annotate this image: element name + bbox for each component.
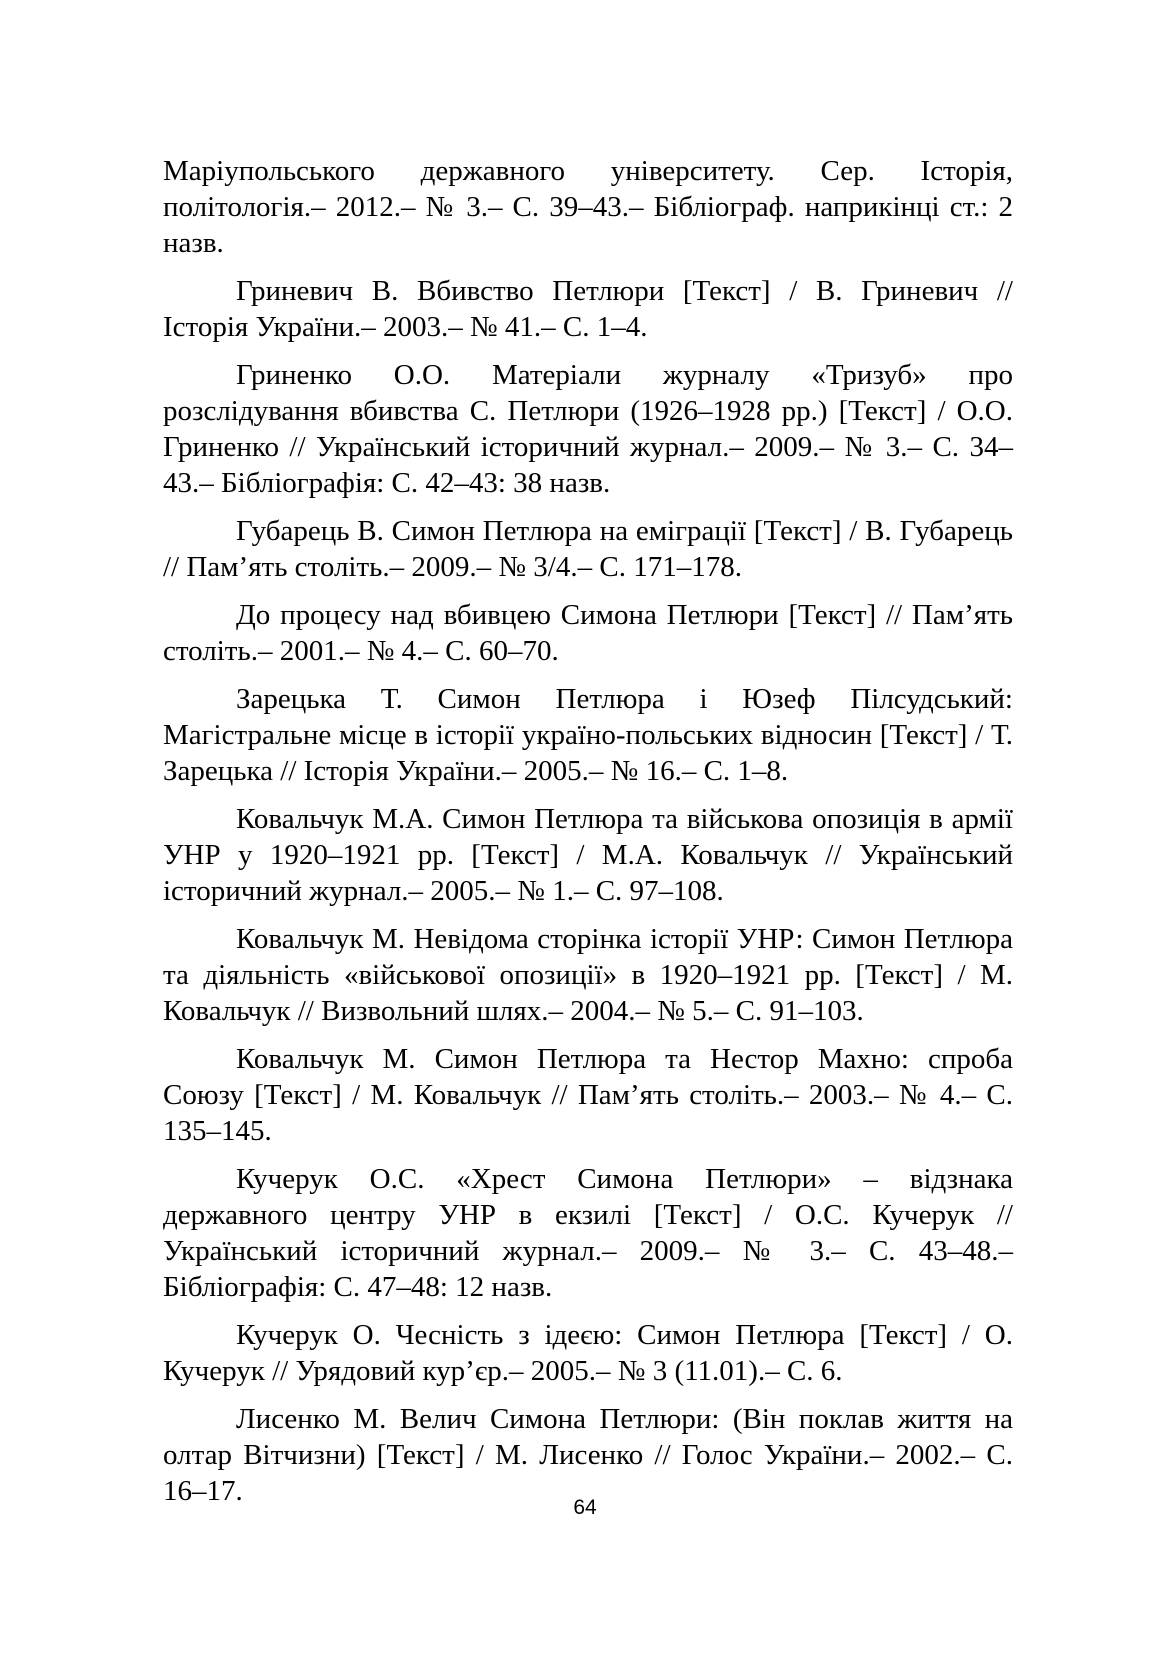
- bibliography-entry: Зарецька Т. Симон Петлюра і Юзеф Пілсудський: Магістральне місце в історії україно-польських відносин [Текст] / Т. Зарецька // Історія України.– 2005.– № 16.– С. 1–8.: [163, 683, 1013, 787]
- page-number: 64: [573, 1496, 597, 1519]
- bibliography-entry: Ковальчук М. Симон Петлюра та Нестор Махно: спроба Союзу [Текст] / М. Ковальчук // Пам’ять століть.– 2003.– № 4.– С. 135–145.: [163, 1043, 1013, 1147]
- bibliography-entry: Гриненко О.О. Матеріали журналу «Тризуб» про розслідування вбивства С. Петлюри (1926–1928 рр.) [Текст] / О.О. Гриненко // Український історичний журнал.– 2009.– № 3.– С. 34–43.– Бібліографія: С. 42–43: 38 назв.: [163, 359, 1013, 499]
- bibliography-entry: Лисенко М. Велич Симона Петлюри: (Він поклав життя на олтар Вітчизни) [Текст] / М. Лисенко // Голос України.– 2002.– С. 16–17.: [163, 1403, 1013, 1507]
- bibliography-entry: Ковальчук М.А. Симон Петлюра та військова опозиція в армії УНР у 1920–1921 рр. [Текст] / М.А. Ковальчук // Український історичний журнал.– 2005.– № 1.– С. 97–108.: [163, 803, 1013, 907]
- bibliography-list: [163, 153, 1013, 1521]
- bibliography-entry: Гриневич В. Вбивство Петлюри [Текст] / В. Гриневич // Історія України.– 2003.– № 41.– С. 1–4.: [163, 275, 1013, 343]
- bibliography-entry: Кучерук О. Чесність з ідеєю: Симон Петлюра [Текст] / О. Кучерук // Урядовий кур’єр.– 2005.– № 3 (11.01).– С. 6.: [163, 1319, 1013, 1387]
- bibliography-entry: Губарець В. Симон Петлюра на еміграції [Текст] / В. Губарець // Пам’ять століть.– 2009.– № 3/4.– С. 171–178.: [163, 515, 1013, 583]
- bibliography-entry: До процесу над вбивцею Симона Петлюри [Текст] // Пам’ять століть.– 2001.– № 4.– С. 60–70.: [163, 599, 1013, 667]
- bibliography-entry-continuation: Маріупольського державного університету. Сер. Історія, політологія.– 2012.– № 3.– С. 39–43.– Бібліограф. наприкінці ст.: 2 назв.: [163, 155, 1013, 259]
- bibliography-entry: Ковальчук М. Невідома сторінка історії УНР: Симон Петлюра та діяльність «військової опозиції» в 1920–1921 рр. [Текст] / М. Ковальчук // Визвольний шлях.– 2004.– № 5.– С. 91–103.: [163, 923, 1013, 1027]
- bibliography-entry: Кучерук О.С. «Хрест Симона Петлюри» – відзнака державного центру УНР в екзилі [Текст] / О.С. Кучерук // Український історичний журнал.– 2009.– № 3.– С. 43–48.– Бібліографія: С. 47–48: 12 назв.: [163, 1163, 1013, 1303]
